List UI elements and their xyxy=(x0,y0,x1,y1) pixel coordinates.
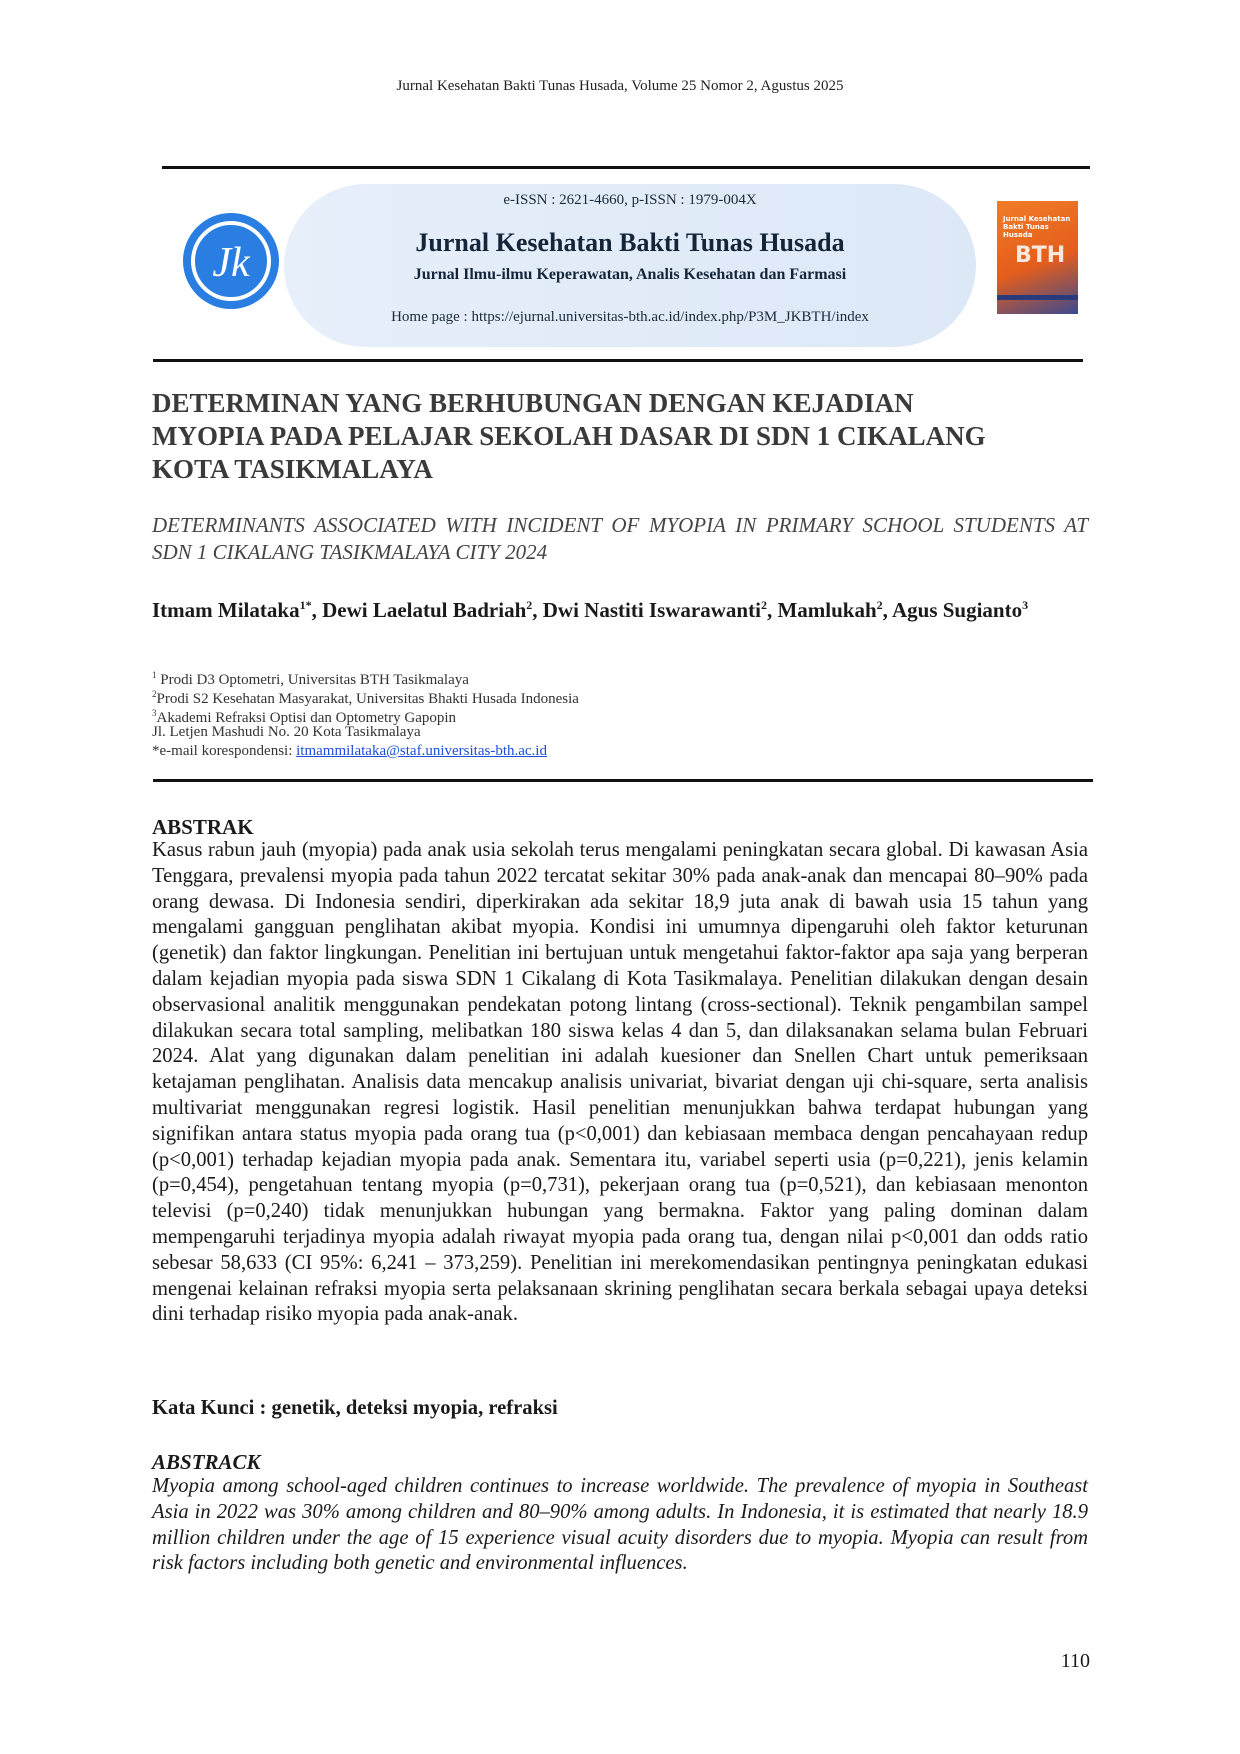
affiliation-address: Jl. Letjen Mashudi No. 20 Kota Tasikmalaya xyxy=(152,724,421,740)
author-name: Dwi Nastiti Iswarawanti xyxy=(542,598,761,622)
cover-mark: BTH xyxy=(1015,243,1066,268)
email-label: *e-mail korespondensi: xyxy=(152,743,297,759)
logo-letters: Jk xyxy=(212,240,250,286)
author-affil-mark: 2 xyxy=(760,598,767,612)
abstrak-body: Kasus rabun jauh (myopia) pada anak usia sekolah terus mengalami peningkatan secara global. Di kawasan Asia Tenggara, prevalensi myopia pada tahun 2022 tercatat sekitar 30% pada anak-anak dan mencapai 80–90% pada orang dewasa. Di Indonesia sendiri, diperkirakan ada sekitar 18,9 juta anak di bawah usia 15 tahun yang mengalami gangguan penglihatan akibat myopia. Kondisi ini umumnya dipengaruhi oleh faktor keturunan (genetik) dan faktor lingkungan. Penelitian ini bertujuan untuk mengetahui faktor-faktor apa saja yang berperan dalam kejadian myopia pada siswa SDN 1 Cikalang di Kota Tasikmalaya. Penelitian dilakukan dengan desain observasional analitik menggunakan pendekatan potong lintang (cross-sectional). Teknik pengambilan sampel dilakukan secara total sampling, melibatkan 180 siswa kelas 4 dan 5, dan dilaksanakan selama bulan Februari 2024. Alat yang digunakan dalam penelitian ini adalah kuesioner dan Snellen Chart untuk pemeriksaan ketajaman penglihatan. Analisis data mencakup analisis univariat, bivariat dengan uji chi-square, serta analisis multivariat menggunakan regresi logistik. Hasil penelitian menunjukkan bahwa terdapat hubungan yang signifikan antara status myopia pada orang tua (p<0,001) dan kebiasaan membaca dengan pencahayaan redup (p<0,001) terhadap kejadian myopia pada anak. Sementara itu, variabel seperti usia (p=0,221), jenis kelamin (p=0,454), pengetahuan tentang myopia (p=0,731), pekerjaan orang tua (p=0,521), dan kebiasaan menonton televisi (p=0,240) tidak menunjukkan hubungan yang bermakna. Faktor yang paling dominan dalam mempengaruhi terjadinya myopia adalah riwayat myopia pada orang tua, dengan nilai p<0,001 dan odds ratio sebesar 58,633 (CI 95%: 6,241 – 373,259). Penelitian ini merekomendasikan pentingnya peningkatan edukasi mengenai kelainan refraksi myopia serta pelaksanaan skrining penglihatan secara berkala sebagai upaya deteksi dini terhadap risiko myopia pada anak-anak. xyxy=(152,839,1088,1326)
journal-logo xyxy=(183,213,279,309)
page-number: 110 xyxy=(1060,1650,1090,1672)
paper-title-en: DETERMINANTS ASSOCIATED WITH INCIDENT OF MYOPIA IN PRIMARY SCHOOL STUDENTS AT SDN 1 CIKALANG TASIKMALAYA CITY 2024 xyxy=(152,513,1088,564)
author-name: Mamlukah xyxy=(777,598,877,622)
author-name: Agus Sugianto xyxy=(891,598,1023,622)
banner-rule xyxy=(153,359,1083,362)
abstract-en-body: Myopia among school-aged children continues to increase worldwide. The prevalence of myopia in Southeast Asia in 2022 was 30% among children and 80–90% among adults. In Indonesia, it is estimated that nearly 18.9 million children under the age of 15 experience visual acuity disorders due to myopia. Myopia can result from risk factors including both genetic and environmental influences. xyxy=(152,1475,1088,1575)
author-affil-mark: 3 xyxy=(1022,598,1029,612)
journal-subtitle: Jurnal Ilmu-ilmu Keperawatan, Analis Kesehatan dan Farmasi xyxy=(413,266,847,283)
cover-title: Jurnal Kesehatan Bakti Tunas Husada xyxy=(1003,215,1071,239)
author-list: Itmam Milataka$^{1*}$, Dewi Laelatul Badriah$^2$, Dwi Nastiti Iswarawanti$^2$, Mamlukah$^2$, Agus Sugianto$^3$ xyxy=(152,598,1029,622)
paper-title-id xyxy=(152,387,1092,486)
issn-line: e-ISSN : 2621-4660, p-ISSN : 1979-004X xyxy=(503,192,757,208)
author-name: Dewi Laelatul Badriah xyxy=(322,598,527,622)
author-affil-mark: 2 xyxy=(876,598,883,612)
abstrak-heading: ABSTRAK xyxy=(152,815,254,839)
author-affil-mark: 1* xyxy=(299,598,312,612)
email-link[interactable]: itmammilataka@staf.universitas-bth.ac.id xyxy=(296,743,547,759)
author-affil-mark: 2 xyxy=(526,598,533,612)
abstract-en-heading: ABSTRACK xyxy=(152,1450,261,1474)
jk-logo-icon xyxy=(183,213,279,309)
journal-cover-image xyxy=(997,201,1078,314)
title-line: MYOPIA PADA PELAJAR SEKOLAH DASAR DI SDN 1 CIKALANG xyxy=(152,421,986,451)
author-name: Itmam Milataka xyxy=(152,598,300,622)
title-line: DETERMINAN YANG BERHUBUNGAN DENGAN KEJADIAN xyxy=(152,388,914,418)
correspondence-line xyxy=(152,742,547,761)
affil-text: Prodi D3 Optometri, Universitas BTH Tasikmalaya xyxy=(156,672,469,688)
title-line: KOTA TASIKMALAYA xyxy=(152,454,433,484)
affil-mark: 2 xyxy=(152,689,157,699)
journal-title: Jurnal Kesehatan Bakti Tunas Husada xyxy=(415,228,845,257)
keywords-line: Kata Kunci : genetik, deteksi myopia, refraksi xyxy=(152,1397,558,1419)
affil-text: Akademi Refraksi Optisi dan Optometry Gapopin xyxy=(156,710,457,726)
affil-mark: 3 xyxy=(152,708,157,718)
journal-homepage[interactable]: Home page : https://ejurnal.universitas-bth.ac.id/index.php/P3M_JKBTH/index xyxy=(391,309,869,325)
affil-text: Prodi S2 Kesehatan Masyarakat, Universitas Bhakti Husada Indonesia xyxy=(156,691,579,707)
cover-band xyxy=(997,295,1078,300)
running-head: Jurnal Kesehatan Bakti Tunas Husada, Volume 25 Nomor 2, Agustus 2025 xyxy=(396,78,844,94)
affil-mark: 1 xyxy=(152,670,157,680)
affiliation-rule xyxy=(153,779,1093,782)
header-rule xyxy=(162,166,1090,169)
